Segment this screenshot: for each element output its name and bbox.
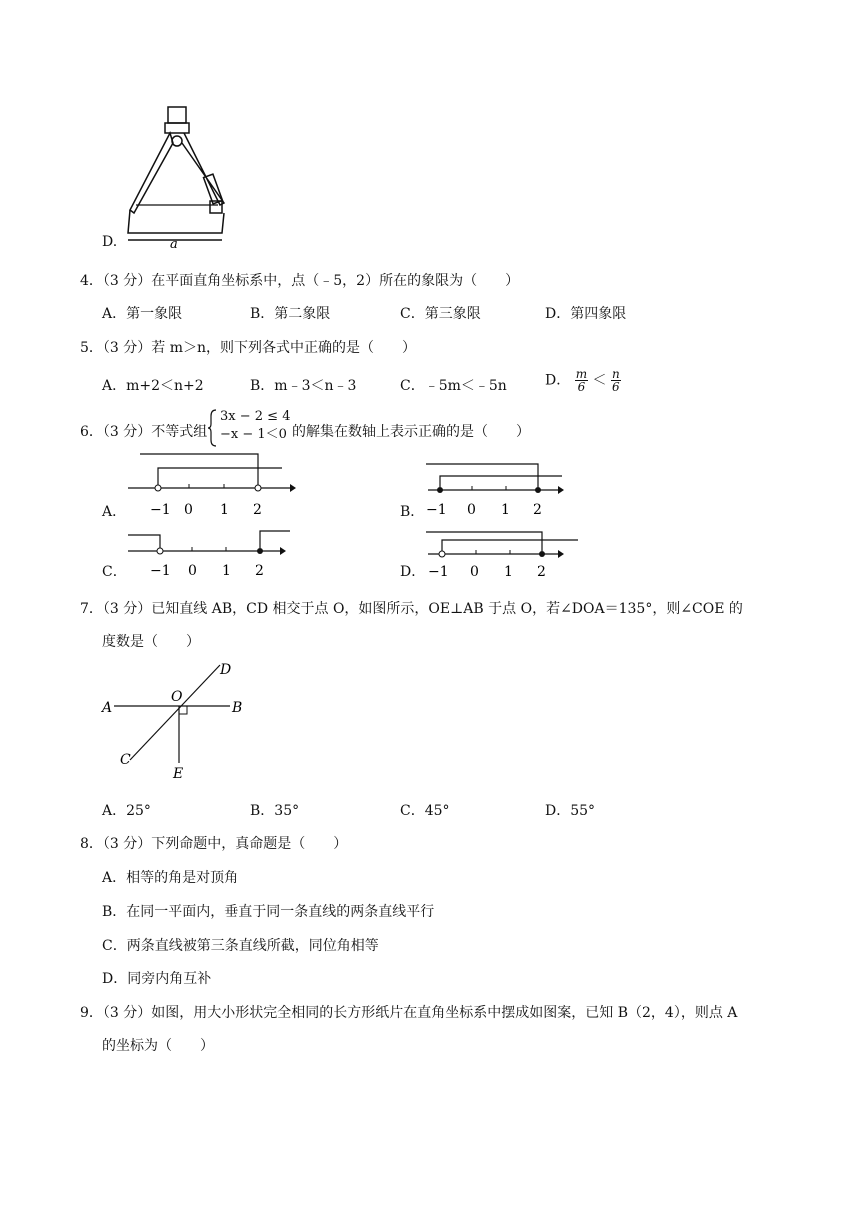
system-brace: [208, 408, 218, 448]
q5-option-c[interactable]: C．﹣5m＜﹣5n: [400, 378, 507, 394]
svg-text:−1: −1: [426, 502, 447, 518]
q4-option-b[interactable]: B．第二象限: [250, 306, 331, 322]
q6-stem-post: 的解集在数轴上表示正确的是（ ）: [292, 424, 530, 440]
svg-text:−1: −1: [428, 564, 449, 580]
q8-stem: 8．（3 分）下列命题中，真命题是（ ）: [80, 836, 348, 852]
number-line-c[interactable]: [120, 525, 300, 580]
svg-text:2: 2: [533, 502, 542, 518]
lines-diagram: [100, 660, 250, 785]
svg-text:2: 2: [537, 564, 546, 580]
q9-stem-line2: 的坐标为（ ）: [102, 1038, 214, 1054]
q4-option-a[interactable]: A．第一象限: [102, 306, 183, 322]
point-a-label: A: [102, 700, 113, 716]
inequality-2: −x − 1＜0: [220, 427, 287, 442]
q4-option-c[interactable]: C．第三象限: [400, 306, 481, 322]
q6-option-c-label[interactable]: C．: [102, 564, 127, 580]
q7-option-b[interactable]: B．35°: [250, 803, 300, 819]
number-line-b[interactable]: [420, 458, 570, 520]
q6-option-a-label[interactable]: A．: [102, 504, 127, 520]
svg-text:−1: −1: [150, 502, 171, 518]
number-line-d[interactable]: [420, 526, 580, 581]
svg-text:0: 0: [467, 502, 476, 518]
q8-option-b[interactable]: B．在同一平面内，垂直于同一条直线的两条直线平行: [102, 904, 435, 920]
svg-text:0: 0: [470, 564, 479, 580]
q5-option-d[interactable]: D． $\frac{m}{6}$ ＜ $\frac{n}{6}$: [545, 367, 620, 394]
point-b-label: B: [232, 700, 243, 716]
q7-option-a[interactable]: A．25°: [102, 803, 151, 819]
svg-text:1: 1: [220, 502, 229, 518]
q5-stem: 5．（3 分）若 m＞n，则下列各式中正确的是（ ）: [80, 340, 417, 356]
svg-text:1: 1: [504, 564, 513, 580]
q8-option-c[interactable]: C．两条直线被第三条直线所截，同位角相等: [102, 938, 379, 954]
svg-text:−1: −1: [150, 563, 171, 579]
point-c-label: C: [120, 752, 131, 768]
q7-stem-line1: 7．（3 分）已知直线 AB，CD 相交于点 O，如图所示，OE⊥AB 于点 O，若∠DOA＝135°，则∠COE 的: [80, 601, 743, 617]
svg-text:0: 0: [184, 502, 193, 518]
q4-stem: 4．（3 分）在平面直角坐标系中，点（﹣5，2）所在的象限为（ ）: [80, 273, 520, 289]
svg-text:1: 1: [501, 502, 510, 518]
q4-option-d[interactable]: D．第四象限: [545, 306, 627, 322]
q7-stem-line2: 度数是（ ）: [102, 634, 200, 650]
svg-text:2: 2: [255, 563, 264, 579]
q9-stem-line1: 9．（3 分）如图，用大小形状完全相同的长方形纸片在直角坐标系中摆成如图案，已知 B（2，4），则点 A: [80, 1005, 738, 1021]
inequality-1: 3x − 2 ≤ 4: [220, 409, 291, 424]
svg-text:0: 0: [188, 563, 197, 579]
q6-option-d-label[interactable]: D．: [400, 564, 426, 580]
q7-option-c[interactable]: C．45°: [400, 803, 450, 819]
number-line-a[interactable]: [120, 448, 300, 520]
q3-option-d-label: D.: [102, 234, 118, 250]
q6-option-b-label[interactable]: B．: [400, 504, 425, 520]
q7-option-d[interactable]: D．55°: [545, 803, 596, 819]
svg-text:2: 2: [253, 502, 262, 518]
q5-option-b[interactable]: B．m﹣3＜n﹣3: [250, 378, 357, 394]
point-o-label: O: [171, 689, 183, 705]
q6-stem: 6．（3 分）不等式组: [80, 424, 208, 440]
compass-drawing: [120, 105, 230, 250]
system-inequalities: [220, 408, 290, 444]
q8-option-a[interactable]: A．相等的角是对顶角: [102, 870, 239, 886]
svg-text:1: 1: [222, 563, 231, 579]
point-e-label: E: [173, 766, 184, 782]
segment-a-label: a: [170, 237, 178, 250]
q5-option-a[interactable]: A．m+2＜n+2: [102, 378, 204, 394]
point-d-label: D: [220, 662, 232, 678]
q8-option-d[interactable]: D．同旁内角互补: [102, 971, 212, 987]
